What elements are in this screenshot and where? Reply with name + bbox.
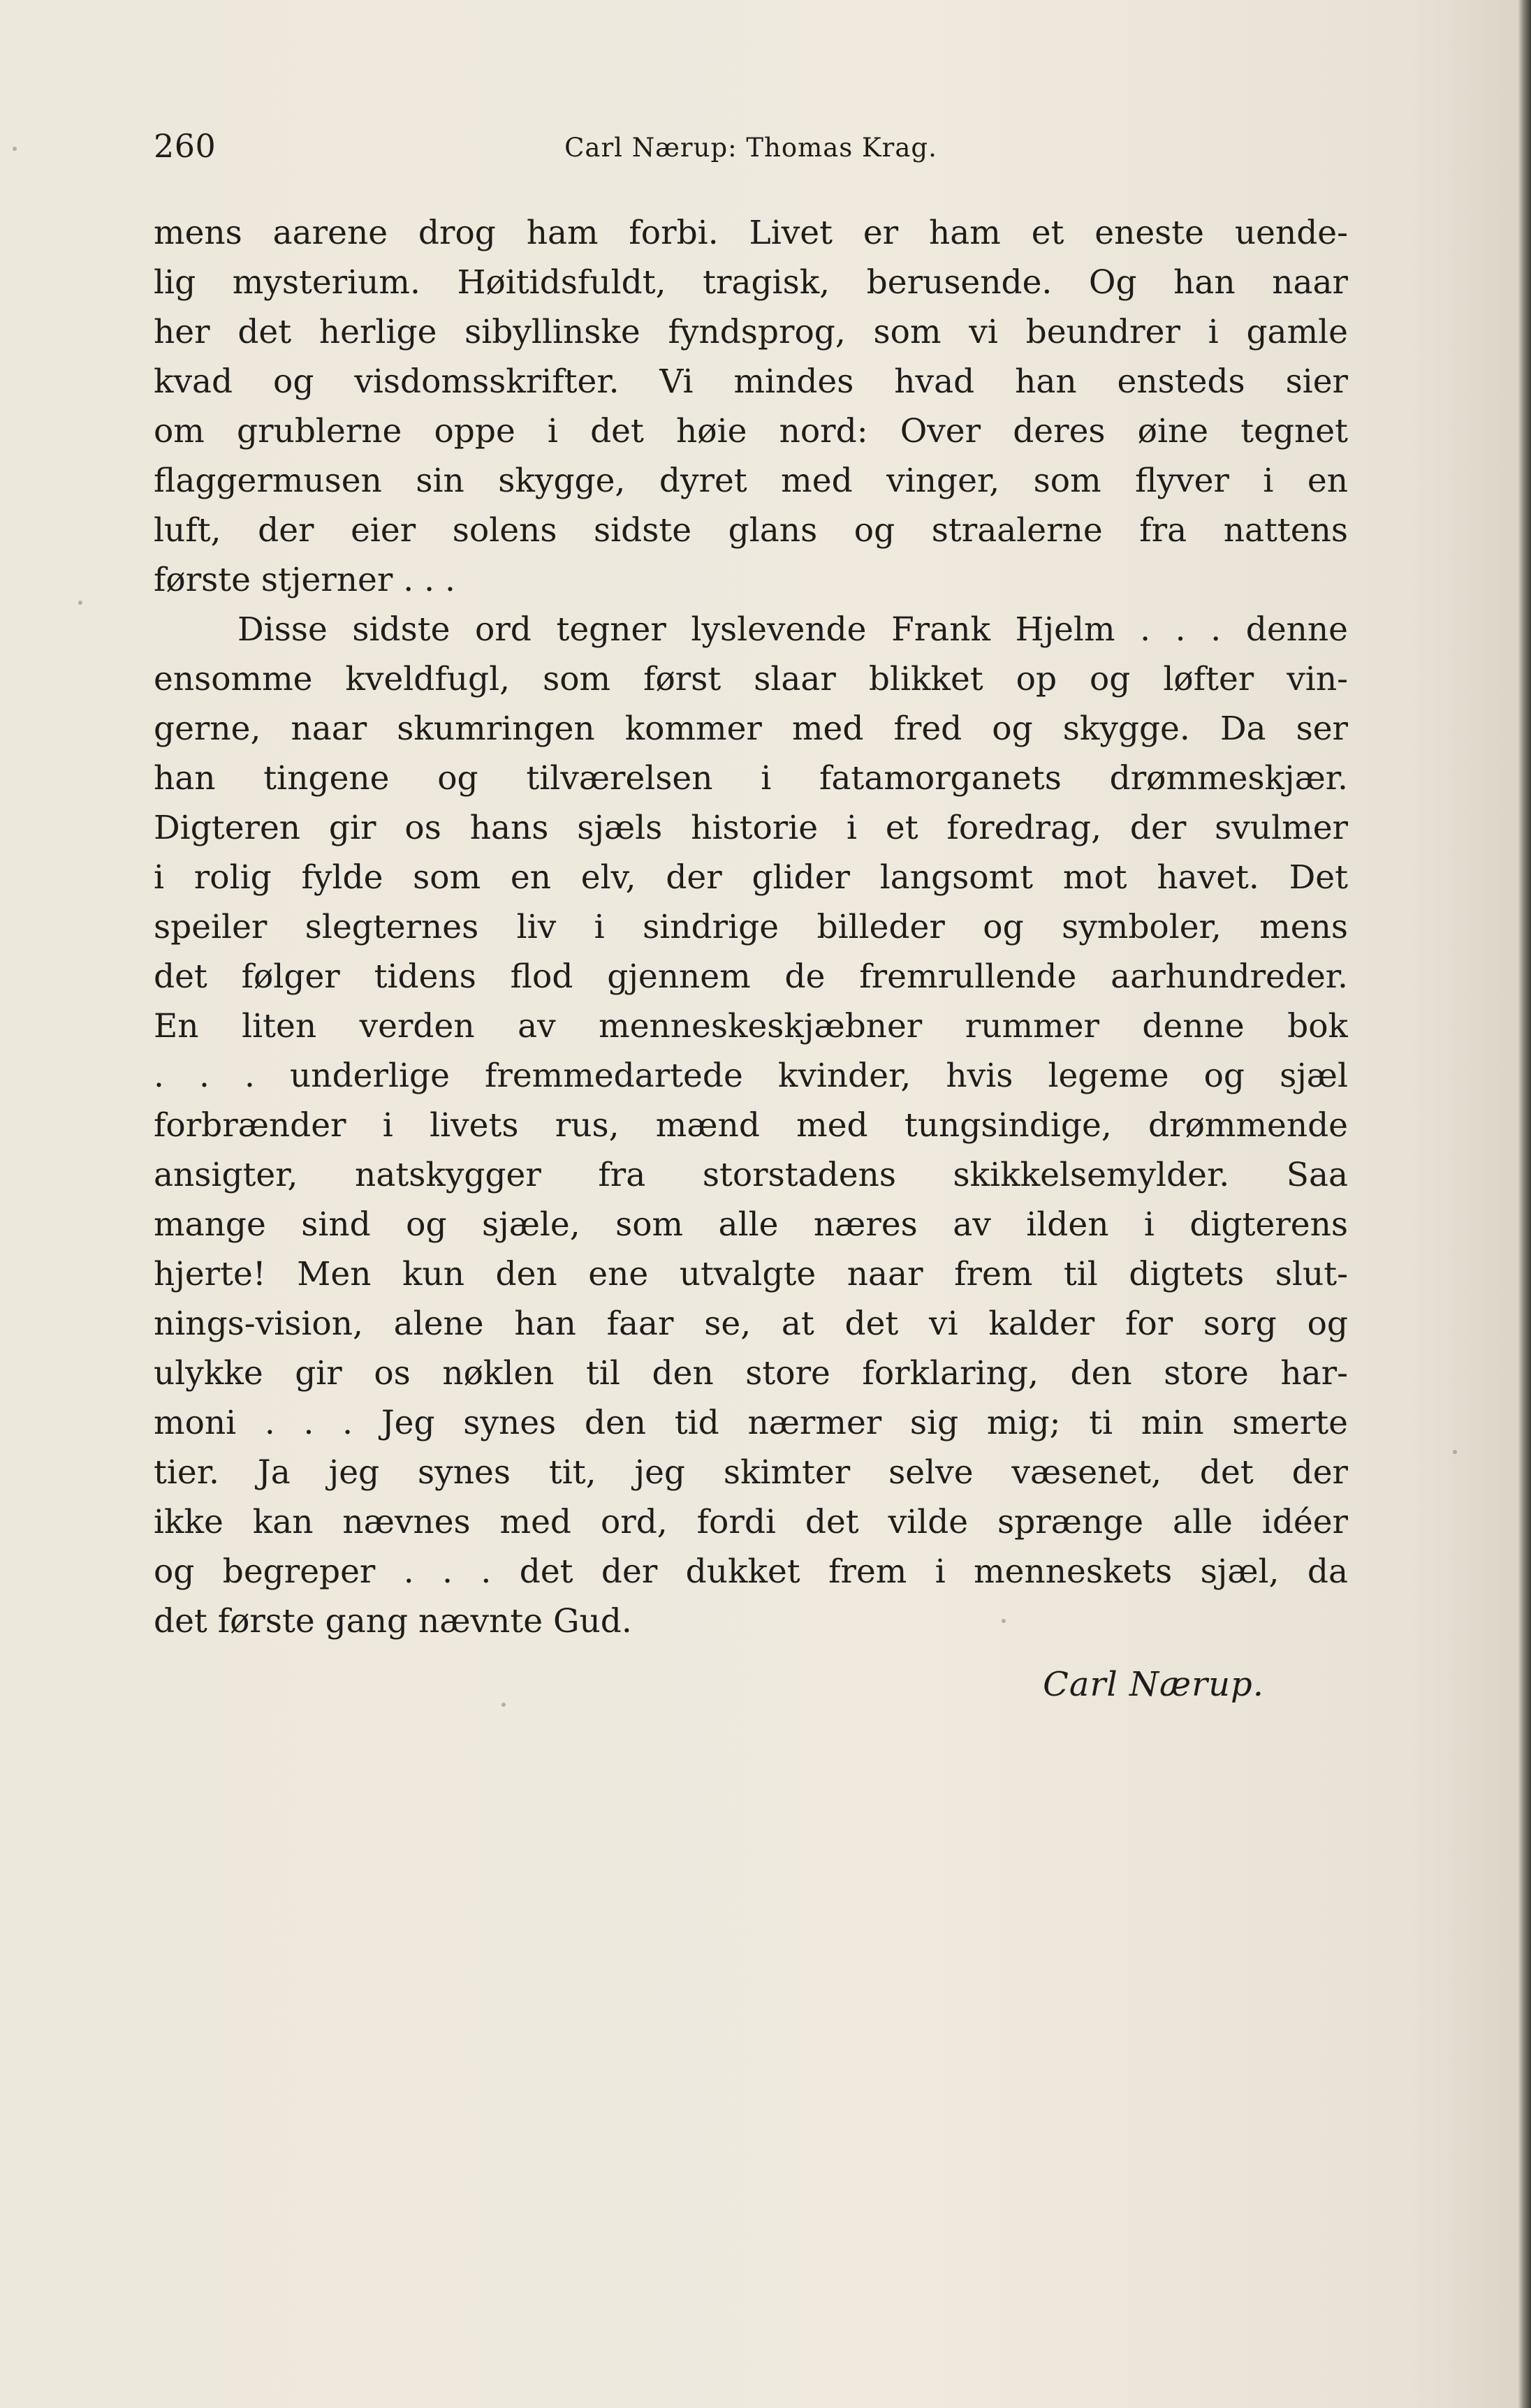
text-line: En liten verden av menneskeskjæbner rummer denne bok	[154, 1007, 1348, 1045]
text-line: nings-vision, alene han faar se, at det vi kalder for sorg og	[154, 1305, 1348, 1343]
text-line: her det herlige sibyllinske fyndsprog, som vi beundrer i gamle	[154, 313, 1348, 351]
text-line: kvad og visdomsskrifter. Vi mindes hvad han ensteds sier	[154, 362, 1348, 401]
body-text	[154, 208, 1348, 1646]
text-line: mens aarene drog ham forbi. Livet er ham et eneste uende-	[154, 214, 1348, 252]
text-line: . . . underlige fremmedartede kvinder, hvis legeme og sjæl	[154, 1057, 1348, 1095]
text-line: første stjerner . . .	[154, 561, 455, 599]
text-line: om grublerne oppe i det høie nord: Over deres øine tegnet	[154, 412, 1348, 450]
text-line: ensomme kveldfugl, som først slaar blikket op og løfter vin-	[154, 660, 1348, 698]
page-header	[154, 127, 1348, 176]
text-line: han tingene og tilværelsen i fatamorganets drømmeskjær.	[154, 759, 1348, 798]
paper-speck	[13, 147, 17, 151]
text-line: det første gang nævnte Gud.	[154, 1602, 632, 1640]
page-edge-shadow	[1518, 0, 1531, 2408]
text-line: gerne, naar skumringen kommer med fred og skygge. Da ser	[154, 710, 1348, 748]
text-line: speiler slegternes liv i sindrige billeder og symboler, mens	[154, 908, 1348, 946]
paper-speck	[501, 1703, 506, 1707]
text-line: og begreper . . . det der dukket frem i menneskets sjæl, da	[154, 1552, 1348, 1591]
text-line: ulykke gir os nøklen til den store forklaring, den store har-	[154, 1354, 1348, 1393]
running-head: Carl Nærup: Thomas Krag.	[564, 133, 937, 163]
text-line: moni . . . Jeg synes den tid nærmer sig mig; ti min smerte	[154, 1404, 1348, 1442]
text-line: mange sind og sjæle, som alle næres av ilden i digterens	[154, 1205, 1348, 1244]
text-line: forbrænder i livets rus, mænd med tungsindige, drømmende	[154, 1106, 1348, 1145]
paper-speck	[78, 601, 82, 605]
paper-speck	[1002, 1619, 1006, 1623]
paper-speck	[1453, 1450, 1457, 1454]
text-line: lig mysterium. Høitidsfuldt, tragisk, berusende. Og han naar	[154, 263, 1348, 302]
text-line: ansigter, natskygger fra storstadens skikkelsemylder. Saa	[154, 1156, 1348, 1194]
text-line: Digteren gir os hans sjæls historie i et foredrag, der svulmer	[154, 809, 1348, 847]
text-line: Disse sidste ord tegner lyslevende Frank Hjelm . . . denne	[237, 610, 1348, 649]
text-line: ikke kan nævnes med ord, fordi det vilde sprænge alle idéer	[154, 1503, 1348, 1541]
text-line: i rolig fylde som en elv, der glider langsomt mot havet. Det	[154, 858, 1348, 897]
text-line: det følger tidens flod gjennem de fremrullende aarhundreder.	[154, 957, 1348, 996]
author-signature: Carl Nærup.	[1043, 1665, 1264, 1704]
text-line: flaggermusen sin skygge, dyret med vinger, som flyver i en	[154, 462, 1348, 500]
text-line: tier. Ja jeg synes tit, jeg skimter selve væsenet, det der	[154, 1453, 1348, 1492]
page-number: 260	[154, 127, 217, 165]
text-line: luft, der eier solens sidste glans og straalerne fra nattens	[154, 511, 1348, 550]
text-line: hjerte! Men kun den ene utvalgte naar frem til digtets slut-	[154, 1255, 1348, 1293]
